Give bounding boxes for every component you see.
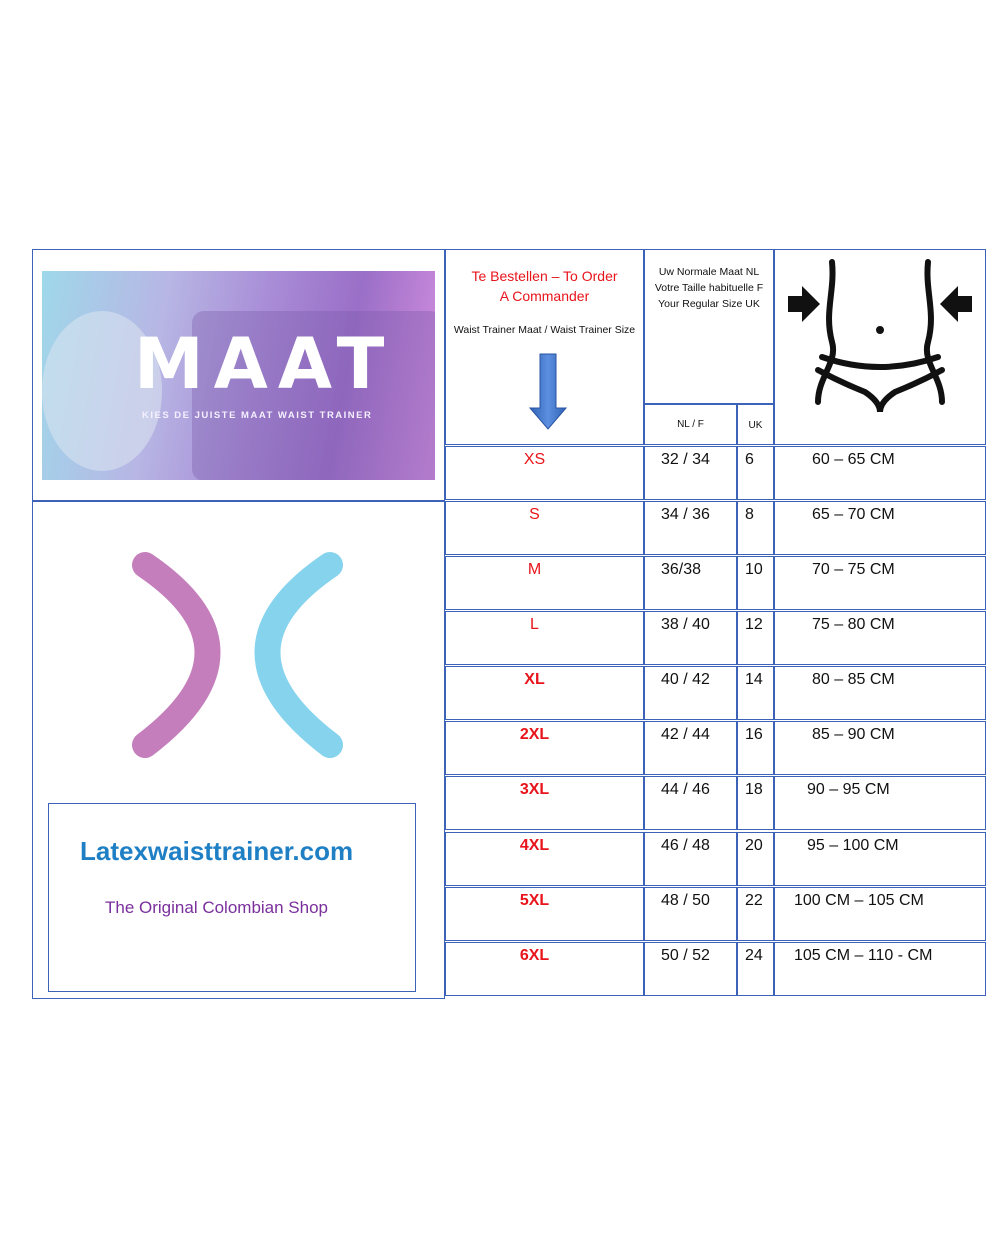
row-xs-uk: 6 (745, 451, 754, 468)
row-2xl-uk: 16 (745, 726, 763, 743)
row-6xl-uk: 24 (745, 947, 763, 964)
banner-title: MAAT (134, 323, 395, 405)
row-6xl-waist: 105 CM – 110 - CM (794, 947, 933, 964)
row-m-uk: 10 (745, 561, 763, 578)
row-2xl-nlf: 42 / 44 (661, 726, 710, 743)
brand-logo-icon (120, 540, 360, 770)
row-3xl-nlf: 44 / 46 (661, 781, 710, 798)
site-name[interactable]: Latexwaisttrainer.com (80, 836, 354, 866)
regular-size-nl: Uw Normale Maat NL (658, 266, 760, 278)
row-3xl-size: 3XL (519, 781, 550, 798)
row-m-waist: 70 – 75 CM (812, 561, 895, 578)
row-2xl-waist: 85 – 90 CM (812, 726, 895, 743)
row-xl-uk: 14 (745, 671, 763, 688)
logo-left-arc (145, 565, 208, 745)
row-xl-nlf: 40 / 42 (661, 671, 710, 688)
row-xs-uk-cell (737, 446, 774, 500)
banner-subtitle: KIES DE JUISTE MAAT WAIST TRAINER (142, 410, 373, 421)
row-s-nlf: 34 / 36 (661, 506, 710, 523)
row-4xl-size: 4XL (519, 837, 550, 854)
row-4xl-uk: 20 (745, 837, 763, 854)
site-tagline: The Original Colombian Shop (105, 898, 329, 917)
row-xl-size: XL (524, 671, 545, 688)
row-xs-size: XS (523, 451, 546, 468)
order-title-fr: A Commander (499, 288, 590, 304)
waist-measure-icon (780, 252, 980, 437)
row-s-waist: 65 – 70 CM (812, 506, 895, 523)
down-arrow-icon (528, 352, 568, 432)
row-4xl-nlf: 46 / 48 (661, 837, 710, 854)
row-xs-waist: 60 – 65 CM (812, 451, 895, 468)
regular-size-uk: Your Regular Size UK (658, 298, 760, 310)
row-5xl-uk: 22 (745, 892, 763, 909)
row-3xl-uk: 18 (745, 781, 763, 798)
row-6xl-size: 6XL (519, 947, 550, 964)
row-xs-nlf: 32 / 34 (661, 451, 710, 468)
row-l-waist: 75 – 80 CM (812, 616, 895, 633)
row-m-nlf: 36/38 (661, 561, 702, 578)
col-header-uk: UK (748, 420, 763, 431)
row-s-uk-cell (737, 501, 774, 555)
order-subtitle: Waist Trainer Maat / Waist Trainer Size (453, 324, 636, 336)
row-s-uk: 8 (745, 506, 754, 523)
row-m-size: M (527, 561, 542, 578)
row-s-size: S (529, 506, 540, 523)
col-header-nlf: NL / F (677, 419, 704, 430)
maat-banner-image (42, 271, 435, 480)
row-l-nlf: 38 / 40 (661, 616, 710, 633)
row-6xl-nlf: 50 / 52 (661, 947, 710, 964)
row-5xl-size: 5XL (519, 892, 550, 909)
row-2xl-size: 2XL (519, 726, 550, 743)
row-xl-waist: 80 – 85 CM (812, 671, 895, 688)
row-5xl-waist: 100 CM – 105 CM (794, 892, 924, 909)
logo-right-arc (268, 565, 331, 745)
row-4xl-waist: 95 – 100 CM (807, 837, 899, 854)
row-l-size: L (530, 616, 539, 633)
row-3xl-waist: 90 – 95 CM (807, 781, 890, 798)
regular-size-fr: Votre Taille habituelle F (654, 282, 764, 294)
row-5xl-nlf: 48 / 50 (661, 892, 710, 909)
row-l-uk: 12 (745, 616, 763, 633)
order-title: Te Bestellen – To Order (471, 268, 618, 284)
